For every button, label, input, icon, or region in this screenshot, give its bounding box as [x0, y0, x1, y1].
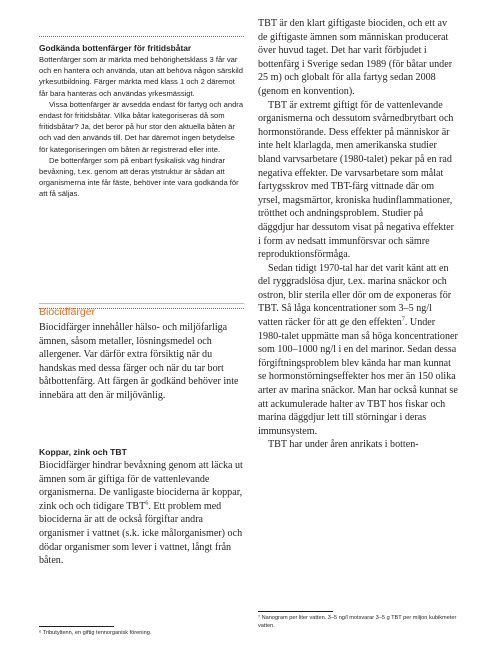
footnote-ref-7: 7	[401, 316, 405, 323]
footnote-ref-6: 6	[145, 500, 149, 507]
koppar-text-a: Biocidfärger hindrar bevåxning genom att läcka ut ämnen som är giftiga för de vattenlevande organismerna. De vanligaste biociderna är koppar, zink och och tidigare TBT	[39, 460, 243, 512]
info-box-heading: Godkända bottenfärger för fritidsbåtar	[39, 43, 192, 53]
right-body	[258, 0, 458, 452]
subsection-title-koppar: Koppar, zink och TBT	[39, 447, 127, 457]
info-box-paragraph-2: Vissa bottenfärger är avsedda endast för fartyg och andra endast för fritidsbåtar. Vilka båtar kategoriseras då som fritidsbåtar? Ja, det beror på hur stor den aktuella båten är och vad den används till. Det har däremot ingen betydelse för kategoriseringen om båten är registrerad eller inte.	[39, 99, 244, 154]
footnote-7: ⁷ Nanogram per liter vatten. 3–5 ng/l motsvarar 3–5 g TBT per miljon kubikmeter vatten.	[258, 615, 457, 630]
footnote-rule-right	[258, 611, 333, 612]
biocid-body	[39, 321, 244, 403]
section-divider	[39, 303, 244, 304]
right-p3-b: . Under 1980-talet uppmätte man så höga koncentrationer som 100–1000 ng/l i en del marinor. Sedan dessa förgiftningsproblem blev kända har man kunnat se hormonstörningseffekter hos mer än 150 olika arter av marina snäckor. Man har också kunnat se att ackumulerade halter av TBT hos fiskar och marina däggdjur lett till störningar i deras immunsystem.	[258, 317, 458, 437]
info-box-top-rule	[39, 36, 244, 37]
section-title-biocid: Biocidfärger	[39, 306, 96, 318]
right-paragraph-1: TBT är den klart giftigaste biociden, och ett av de giftigaste ämnen som människan producerat över huvud taget. Det har varit förbjudet i bottenfärg i Sverige sedan 1989 (för båtar under 25 m) och globalt för alla fartyg sedan 2008 (genom en konvention).	[258, 18, 453, 97]
koppar-text-b: . Ett problem med biociderna är att de också förgiftar andra organismer i vattnet (s.k. icke målorganismer) och dödar organismer som lever i vattnet, långt från båten.	[39, 500, 243, 567]
koppar-body	[39, 459, 244, 568]
right-paragraph-4: TBT har under åren anrikats i botten-	[268, 439, 419, 451]
right-paragraph-3	[258, 262, 458, 439]
footnote-rule-left	[39, 626, 114, 627]
info-box-paragraph-1: Bottenfärger som är märkta med behörighetsklass 3 får var och en hantera och använda, utan att behöva någon särskild yrkesutbildning. Färger märkta med klass 1 och 2 däremot får bara hanteras och användas yrkesmässigt.	[39, 55, 243, 98]
koppar-paragraph	[39, 459, 244, 568]
info-box-paragraph-3: De bottenfärger som på enbart fysikalisk väg hindrar bevåxning, t.ex. genom att deras ytstruktur är sådan att organismerna inte får fäste, behöver inte vara godkända för att få säljas.	[39, 155, 239, 199]
right-paragraph-2: TBT är extremt giftigt för de vattenlevande organismerna och dessutom svårnedbrytbart och hormonstörande. Dess effekter på människor är inte helt klarlagda, men amerikanska studier bland varvsarbetare (1980-talet) pekar på en rad negativa effekter. De varvsarbetare som målat fartygsskrov med TBT-färg vittnade där om yrsel, magsmärtor, kroniska hudinflammationer, trötthet och andningsproblem. Studier på däggdjur har dessutom visat på negativa effekter i form av nedsatt immunförsvar och sämre reproduktionsförmåga.	[258, 99, 455, 261]
right-p3-a: Sedan tidigt 1970-tal har det varit känt att en del ryggradslösa djur, t.ex. marina snäckor och ostron, blir sterila eller dör om de exponeras för TBT. Så låga koncentrationer som 3–5 ng/l vatten räcker för att ge den effekten	[258, 262, 452, 329]
footnote-6: ⁶ Tributyltenn, en giftig tennorganisk förening.	[39, 630, 152, 636]
info-box	[39, 36, 244, 200]
biocid-paragraph: Biocidfärger innehåller hälso- och miljöfarliga ämnen, såsom metaller, lösningsmedel och allergener. Var därför extra försiktig när du handskas med dessa färger och när du tar bort båtbottenfärg. Att färgen är godkänd behöver inte innebära att den är miljövänlig.	[39, 322, 239, 401]
